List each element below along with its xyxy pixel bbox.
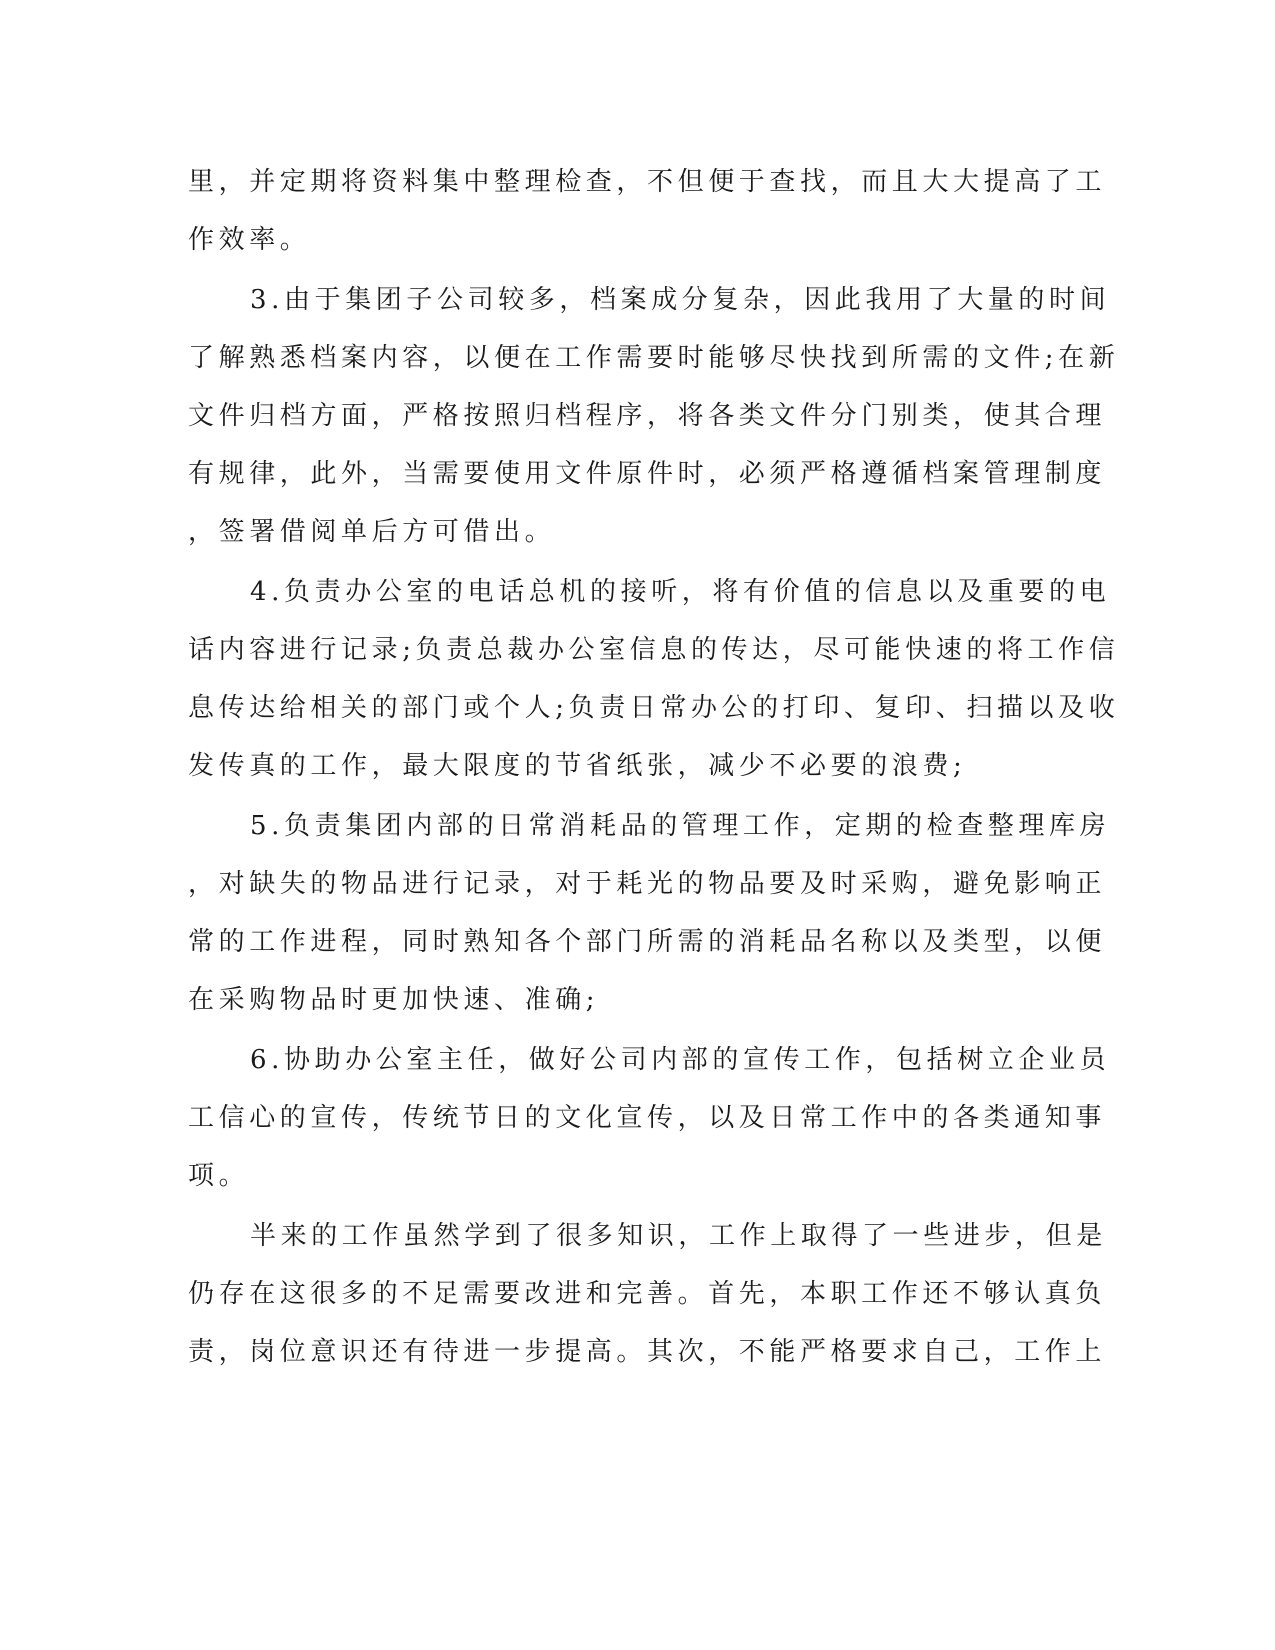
text-line-7: ，签署借阅单后方可借出。 bbox=[188, 517, 556, 547]
text-line-6: 有规律，此外，当需要使用文件原件时，必须严格遵循档案管理制度 bbox=[188, 459, 1107, 489]
text-line-16: 6.协助办公室主任，做好公司内部的宣传工作，包括树立企业员 bbox=[250, 1045, 1111, 1075]
text-line-10: 息传达给相关的部门或个人;负责日常办公的打印、复印、扫描以及收 bbox=[188, 693, 1120, 723]
text-line-15: 在采购物品时更加快速、准确; bbox=[188, 985, 600, 1015]
text-line-12: 5.负责集团内部的日常消耗品的管理工作，定期的检查整理库房 bbox=[250, 811, 1111, 841]
text-line-9: 话内容进行记录;负责总裁办公室信息的传达，尽可能快速的将工作信 bbox=[188, 635, 1120, 665]
text-line-11: 发传真的工作，最大限度的节省纸张，减少不必要的浪费; bbox=[188, 751, 967, 781]
text-line-19: 半来的工作虽然学到了很多知识，工作上取得了一些进步，但是 bbox=[250, 1221, 1107, 1251]
text-line-13: ，对缺失的物品进行记录，对于耗光的物品要及时采购，避免影响正 bbox=[188, 869, 1107, 899]
text-line-5: 文件归档方面，严格按照归档程序，将各类文件分门别类，使其合理 bbox=[188, 401, 1107, 431]
text-line-4: 了解熟悉档案内容，以便在工作需要时能够尽快找到所需的文件;在新 bbox=[188, 343, 1120, 373]
text-line-17: 工信心的宣传，传统节日的文化宣传，以及日常工作中的各类通知事 bbox=[188, 1103, 1107, 1133]
text-line-18: 项。 bbox=[188, 1161, 250, 1191]
text-line-21: 责，岗位意识还有待进一步提高。其次，不能严格要求自己，工作上 bbox=[188, 1337, 1107, 1367]
text-line-2: 作效率。 bbox=[188, 225, 311, 255]
text-line-20: 仍存在这很多的不足需要改进和完善。首先，本职工作还不够认真负 bbox=[188, 1279, 1107, 1309]
text-line-3: 3.由于集团子公司较多，档案成分复杂，因此我用了大量的时间 bbox=[250, 285, 1111, 315]
text-line-8: 4.负责办公室的电话总机的接听，将有价值的信息以及重要的电 bbox=[250, 577, 1111, 607]
text-line-14: 常的工作进程，同时熟知各个部门所需的消耗品名称以及类型，以便 bbox=[188, 927, 1107, 957]
text-line-1: 里，并定期将资料集中整理检查，不但便于查找，而且大大提高了工 bbox=[188, 167, 1107, 197]
